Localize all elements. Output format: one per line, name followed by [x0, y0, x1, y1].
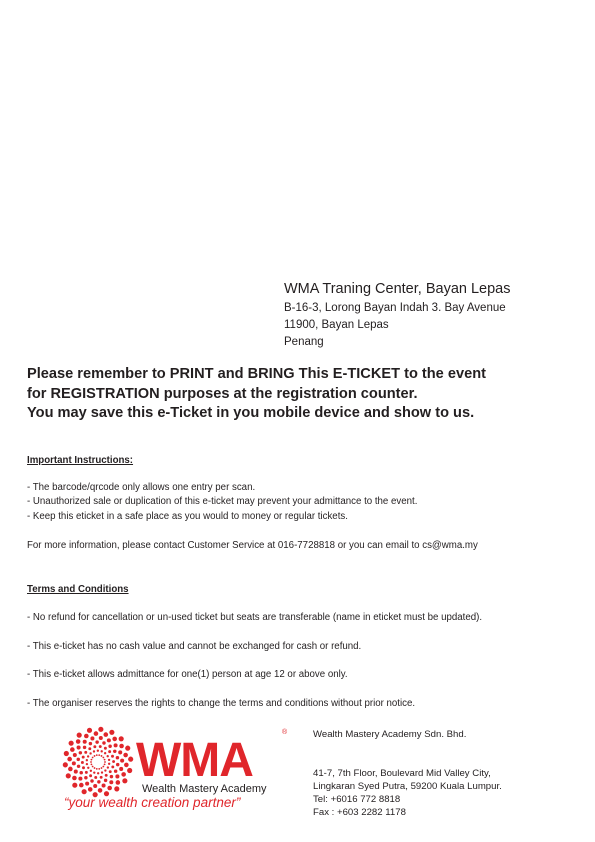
company-address-line: 41-7, 7th Floor, Boulevard Mid Valley City, [313, 768, 491, 779]
wma-logo-graphic [62, 725, 288, 813]
wma-logo [62, 725, 288, 813]
terms-item: - No refund for cancellation or un-used ticket but seats are transferable (name in eticket must be updated). [27, 612, 483, 623]
instruction-item: - The barcode/qrcode only allows one entry per scan. [27, 482, 256, 493]
terms-heading: Terms and Conditions [27, 584, 129, 595]
notice-line: Please remember to PRINT and BRING This E-TICKET to the event [27, 366, 486, 382]
venue-address-line: B-16-3, Lorong Bayan Indah 3. Bay Avenue [284, 302, 506, 314]
instructions-heading: Important Instructions: [27, 455, 134, 466]
venue-address-line: 11900, Bayan Lepas [284, 319, 389, 331]
print-notice [27, 365, 572, 424]
logo-burst-icon [63, 727, 134, 798]
registered-mark: ® [282, 729, 288, 736]
instruction-item: - Unauthorized sale or duplication of this e-ticket may prevent your admittance to the event. [27, 496, 418, 507]
company-name: Wealth Mastery Academy Sdn. Bhd. [313, 729, 467, 740]
terms-item: - This e-ticket has no cash value and cannot be exchanged for cash or refund. [27, 641, 362, 652]
logo-company-name: Wealth Mastery Academy [142, 783, 267, 795]
company-fax: Fax : +603 2282 1178 [313, 807, 406, 818]
terms-item: - This e-ticket allows admittance for one(1) person at age 12 or above only. [27, 669, 348, 680]
logo-tagline: “your wealth creation partner” [64, 795, 241, 810]
company-address-line: Lingkaran Syed Putra, 59200 Kuala Lumpur. [313, 781, 502, 792]
contact-info: For more information, please contact Customer Service at 016-7728818 or you can email to cs@wma.my [27, 540, 478, 551]
venue-block [284, 280, 511, 351]
venue-address-line: Penang [284, 336, 324, 348]
terms-item: - The organiser reserves the rights to change the terms and conditions without prior notice. [27, 698, 416, 709]
notice-line: for REGISTRATION purposes at the registration counter. [27, 385, 418, 402]
company-tel: Tel: +6016 772 8818 [313, 794, 401, 805]
logo-wordmark: WMA [136, 734, 253, 787]
venue-name: WMA Traning Center, Bayan Lepas [284, 281, 511, 297]
company-info [313, 728, 502, 819]
instruction-item: - Keep this eticket in a safe place as you would to money or regular tickets. [27, 511, 348, 522]
notice-line: You may save this e-Ticket in you mobile device and show to us. [27, 405, 475, 421]
